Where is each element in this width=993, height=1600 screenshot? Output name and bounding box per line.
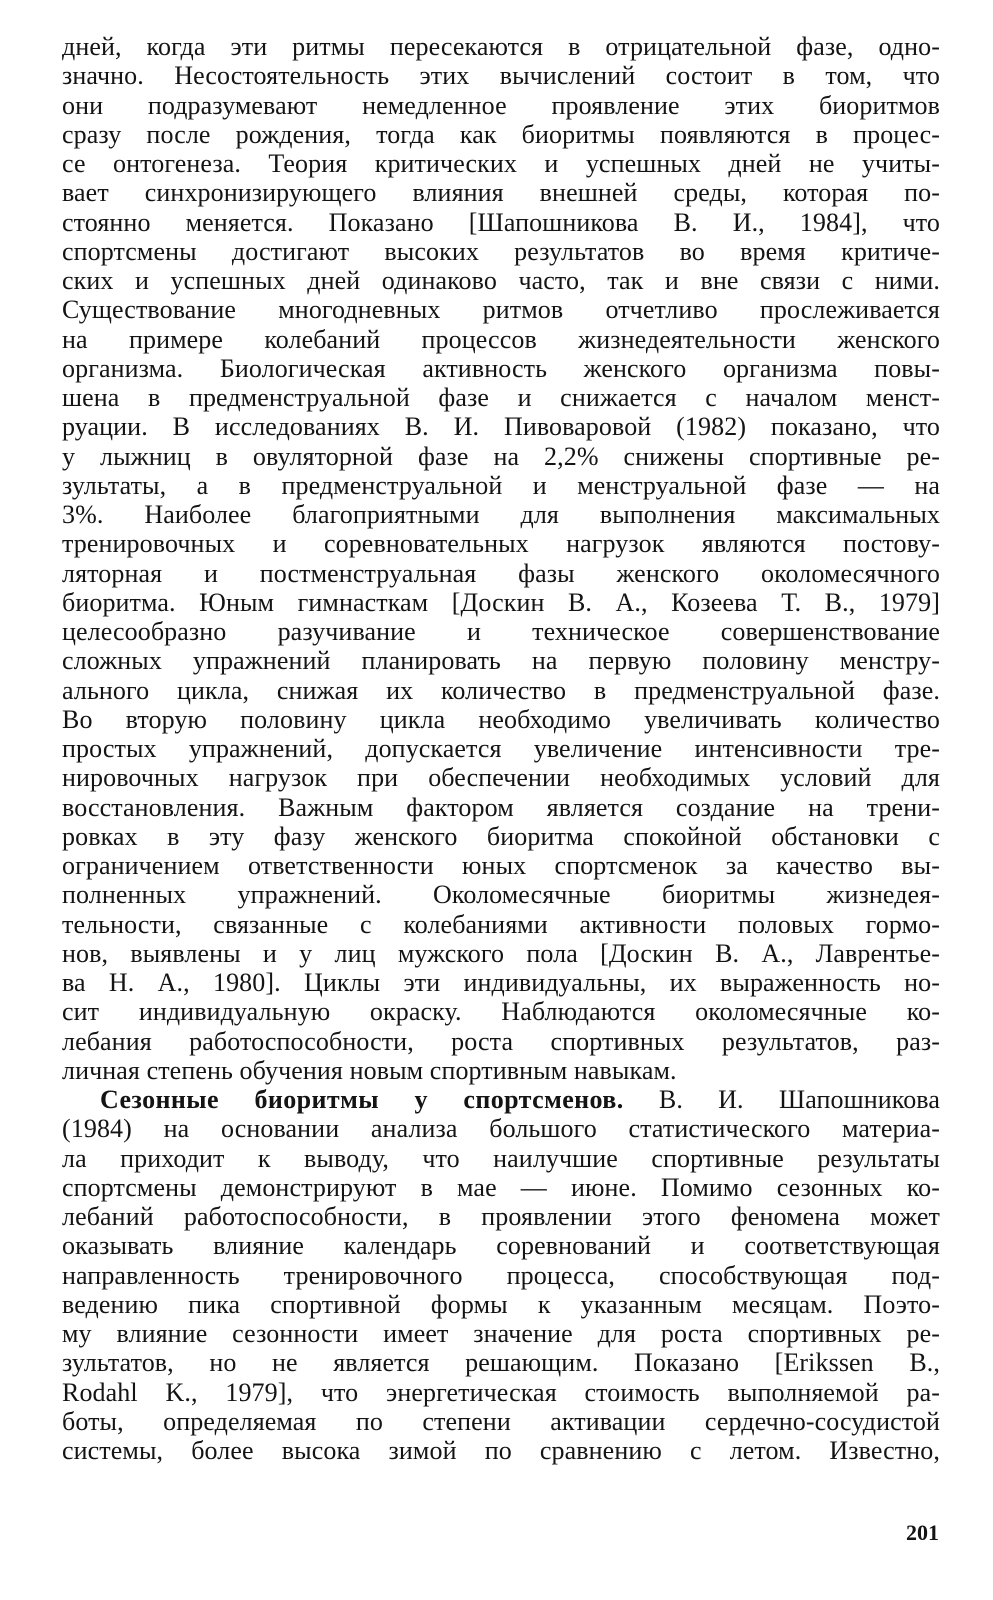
text-line: сложных упражнений планировать на первую половину менстру-: [62, 646, 940, 676]
text-line: Существование многодневных ритмов отчетливо прослеживается: [62, 295, 940, 325]
text-line: организма. Биологическая активность женского организма повы-: [62, 353, 940, 383]
text-line: у лыжниц в овуляторной фазе на 2,2% снижены спортивные ре-: [62, 441, 940, 471]
text-line: системы, более высока зимой по сравнению с летом. Известно,: [62, 1436, 940, 1465]
text-line: тельности, связанные с колебаниями активности половых гормо-: [62, 909, 940, 939]
text-line: спортсмены достигают высоких результатов во время критиче-: [62, 236, 940, 266]
text-line: личная степень обучения новым спортивным навыкам.: [62, 1055, 677, 1085]
text-line: руации. В исследованиях В. И. Пивоваровой (1982) показано, что: [62, 412, 940, 442]
text-line: Rodahl K., 1979], что энергетическая стоимость выполняемой ра-: [62, 1377, 940, 1407]
text-line: Во вторую половину цикла необходимо увеличивать количество: [62, 704, 940, 734]
text-line: (1984) на основании анализа большого статистического материа-: [62, 1114, 940, 1144]
text-line: [62, 1085, 940, 1114]
text-line: биоритма. Юным гимнасткам [Доскин В. А., Козеева Т. В., 1979]: [62, 587, 940, 617]
page-text: [62, 32, 940, 1465]
text-line: зультаты, а в предменструальной и менструальной фазе — на: [62, 470, 940, 500]
text-line: простых упражнений, допускается увеличение интенсивности тре-: [62, 734, 940, 763]
text-line: му влияние сезонности имеет значение для роста спортивных ре-: [62, 1319, 940, 1348]
text-line: зультатов, но не является решающим. Показано [Erikssen B.,: [62, 1348, 940, 1378]
text-line: спортсмены демонстрируют в мае — июне. Помимо сезонных ко-: [62, 1172, 940, 1202]
text-line: вает синхронизирующего влияния внешней среды, которая по-: [62, 178, 940, 208]
text-line: стоянно меняется. Показано [Шапошникова В. И., 1984], что: [62, 207, 940, 237]
text-line: направленность тренировочного процесса, способствующая под-: [62, 1260, 940, 1290]
text-line: полненных упражнений. Околомесячные биоритмы жизнедея-: [62, 880, 940, 910]
paragraph-1: [62, 32, 940, 1085]
section-heading: Сезонные биоритмы у спортсменов.: [100, 1085, 624, 1114]
page-number: 201: [906, 1520, 939, 1545]
text-line: ограничением ответственности юных спортсменок за качество вы-: [62, 851, 940, 880]
text-line: нов, выявлены и у лиц мужского пола [Доскин В. А., Лаврентье-: [62, 938, 940, 968]
text-line: се онтогенеза. Теория критических и успешных дней не учиты-: [62, 149, 940, 178]
text-line: нировочных нагрузок при обеспечении необходимых условий для: [62, 763, 940, 793]
text-line: значно. Несостоятельность этих вычислений состоит в том, что: [62, 61, 940, 91]
text-line: ровках в эту фазу женского биоритма спокойной обстановки с: [62, 821, 940, 851]
text-line: ва Н. А., 1980]. Циклы эти индивидуальны, их выраженность но-: [62, 968, 940, 997]
text-line: сразу после рождения, тогда как биоритмы появляются в процес-: [62, 119, 940, 149]
text-line: они подразумевают немедленное проявление этих биоритмов: [62, 90, 940, 120]
paragraph-2: [62, 1085, 940, 1465]
text-line: ведению пика спортивной формы к указанным месяцам. Поэто-: [62, 1289, 940, 1319]
text-line: оказывать влияние календарь соревнований и соответствующая: [62, 1231, 940, 1261]
text-line: ального цикла, снижая их количество в предменструальной фазе.: [62, 675, 940, 705]
text-line: ляторная и постменструальная фазы женского околомесячного: [62, 558, 940, 588]
text-line: тренировочных и соревновательных нагрузок являются постову-: [62, 529, 940, 559]
text-line: восстановления. Важным фактором является создание на трени-: [62, 792, 940, 822]
text-line: целесообразно разучивание и техническое совершенствование: [62, 617, 940, 646]
text-line: лебаний работоспособности, в проявлении этого феномена может: [62, 1202, 940, 1231]
text-line: 3%. Наиболее благоприятными для выполнения максимальных: [62, 500, 940, 529]
text-line: сит индивидуальную окраску. Наблюдаются околомесячные ко-: [62, 997, 940, 1027]
text-line: ла приходит к выводу, что наилучшие спортивные результаты: [62, 1143, 940, 1173]
text-run: В. И. Шапошникова: [623, 1085, 940, 1114]
text-line: на примере колебаний процессов жизнедеятельности женского: [62, 324, 940, 354]
text-line: шена в предменструальной фазе и снижается с началом менст-: [62, 383, 940, 412]
text-line: лебания работоспособности, роста спортивных результатов, раз-: [62, 1026, 940, 1056]
text-line: ских и успешных дней одинаково часто, так и вне связи с ними.: [62, 266, 940, 295]
text-line: дней, когда эти ритмы пересекаются в отрицательной фазе, одно-: [62, 32, 940, 61]
text-line: боты, определяемая по степени активации сердечно-сосудистой: [62, 1406, 940, 1436]
